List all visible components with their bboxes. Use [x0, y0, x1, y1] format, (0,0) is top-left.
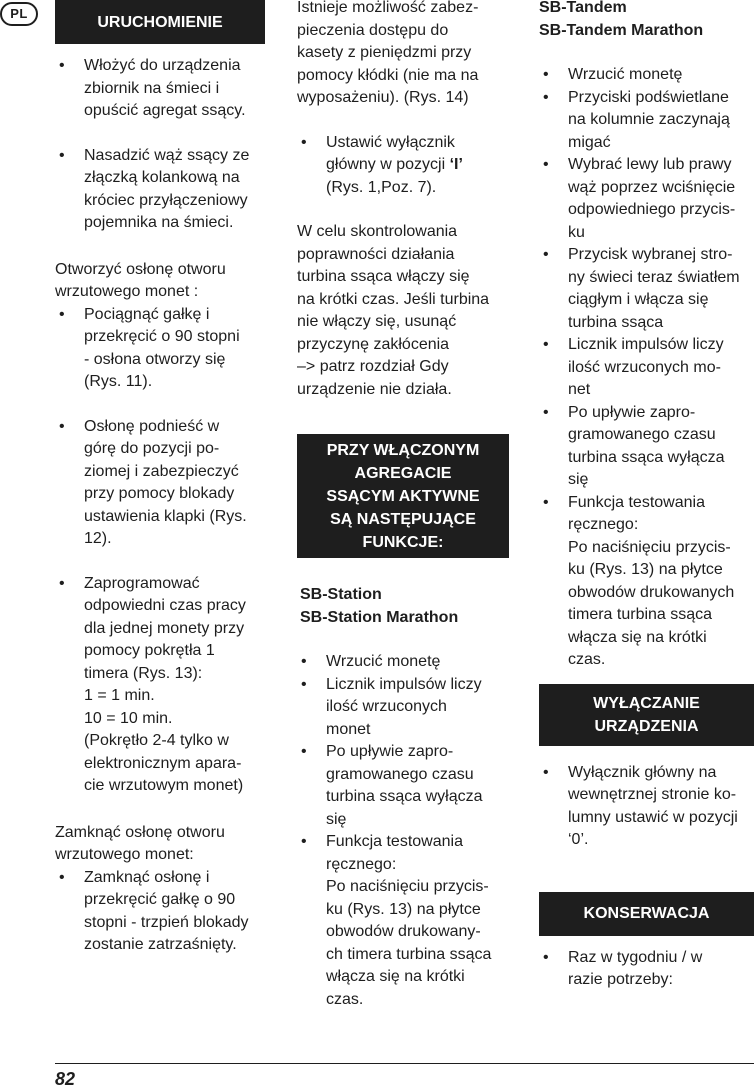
- heading-line: SĄ NASTĘPUJĄCE: [330, 510, 476, 528]
- list-item: • Wrzucić monetę: [539, 64, 754, 87]
- list-item: • Wrzucić monetę: [297, 651, 509, 674]
- model-title: SB-Tandem Marathon: [539, 21, 704, 39]
- station-functions-list: [297, 651, 509, 1011]
- heading-line: FUNKCJE:: [362, 533, 444, 551]
- list-item: • Wyłącznik główny na wewnętrznej stronie ko- lumny ustawić w pozycji ‘0’.: [539, 762, 754, 852]
- list-item: • Licznik impulsów liczy ilość wrzuconych mo- net: [539, 334, 754, 402]
- model-title: SB-Station: [300, 586, 382, 603]
- close-cover-list: [55, 867, 265, 957]
- heading-uruchomienie: [55, 0, 265, 44]
- column-3: [539, 0, 754, 992]
- open-cover-intro: Otworzyć osłonę otworu wrzutowego monet :: [55, 260, 226, 300]
- list-item: • Osłonę podnieść w górę do pozycji po- ziomej i zabezpieczyć przy pomocy blokady ustawienia klapki (Rys. 12).: [55, 416, 265, 551]
- list-item: • Po upływie zapro- gramowanego czasu turbina ssąca wyłącza się: [297, 741, 509, 831]
- list-item: • Funkcja testowania ręcznego: Po naciśnięciu przycis- ku (Rys. 13) na płytce obwodów drukowany- ch timera turbina ssąca włącza się na krótki czas.: [297, 831, 509, 1011]
- heading-active-functions: [297, 434, 509, 558]
- switch-ref: (Rys. 1,Poz. 7).: [326, 178, 437, 196]
- list-item: • Przycisk wybranej stro- ny świeci teraz światłem ciągłym i włącza się turbina ssąca: [539, 244, 754, 334]
- shutdown-list: [539, 762, 754, 852]
- list-item: • Zaprogramować odpowiedni czas pracy dla jednej monety przy pomocy pokrętła 1 timera (Rys. 13): 1 = 1 min. 10 = 10 min. (Pokrętło 2-4 tylko w elektronicznym apara- cie wrzutowym monet): [55, 573, 265, 798]
- heading-line: PRZY WŁĄCZONYM: [326, 441, 480, 459]
- startup-list: [55, 55, 265, 235]
- list-item: • Raz w tygodniu / w razie potrzeby:: [539, 947, 754, 992]
- list-item: • Nasadzić wąż ssący ze złączką kolankową na króciec przyłączeniowy pojemnika na śmieci.: [55, 145, 265, 235]
- heading-maintenance: [539, 892, 754, 936]
- list-item: • Pociągnąć gałkę i przekręcić o 90 stopni - osłona otworzy się (Rys. 11).: [55, 304, 265, 394]
- maintenance-list: [539, 947, 754, 992]
- open-cover-list: [55, 304, 265, 798]
- heading-line: SSĄCYM AKTYWNE: [326, 487, 480, 505]
- list-item: • Funkcja testowania ręcznego: Po naciśnięciu przycis- ku (Rys. 13) na płytce obwodów drukowanych timera turbina ssąca włącza się na krótki czas.: [539, 492, 754, 672]
- model-title: SB-Station Marathon: [300, 608, 459, 626]
- heading-line: URZĄDZENIA: [594, 717, 699, 735]
- heading-text: URUCHOMIENIE: [97, 13, 223, 31]
- list-item: [297, 132, 509, 200]
- list-item: • Przyciski podświetlane na kolumnie zaczynają migać: [539, 87, 754, 155]
- padlock-paragraph: Istnieje możliwość zabez- pieczenia dostępu do kasety z pieniędzmi przy pomocy kłódki (nie ma na wyposażeniu). (Rys. 14): [297, 0, 479, 106]
- language-badge: PL: [0, 2, 38, 26]
- heading-shutdown: [539, 684, 754, 746]
- column-1: [55, 0, 265, 957]
- list-item: • Włożyć do urządzenia zbiornik na śmieci i opuścić agregat ssący.: [55, 55, 265, 123]
- list-item: • Po upływie zapro- gramowanego czasu turbina ssąca wyłącza się: [539, 402, 754, 492]
- switch-position: ‘I’: [449, 156, 463, 173]
- model-title: SB-Tandem: [539, 0, 627, 16]
- heading-text: KONSERWACJA: [583, 905, 710, 922]
- heading-line: WYŁĄCZANIE: [593, 694, 700, 712]
- list-item: • Wybrać lewy lub prawy wąż poprzez wciśnięcie odpowiedniego przycis- ku: [539, 154, 754, 244]
- page-number: 82: [55, 1069, 76, 1089]
- tandem-functions-list: [539, 64, 754, 672]
- footer-rule: [55, 1063, 754, 1064]
- list-item: • Zamknąć osłonę i przekręcić gałkę o 90 stopni - trzpień blokady zostanie zatrzaśnięty.: [55, 867, 265, 957]
- check-paragraph: W celu skontrolowania poprawności działania turbina ssąca włączy się na krótki czas. Jeśli turbina nie włączy się, usunąć przyczynę zakłócenia –> patrz rozdział Gdy urządzenie nie działa.: [297, 223, 490, 398]
- main-switch-list: [297, 132, 509, 200]
- close-cover-intro: Zamknąć osłonę otworu wrzutowego monet:: [55, 823, 225, 863]
- column-2: [297, 0, 509, 1011]
- switch-text: Ustawić wyłącznik główny w pozycji: [326, 133, 455, 173]
- heading-line: AGREGACIE: [354, 464, 452, 482]
- list-item: • Licznik impulsów liczy ilość wrzuconych monet: [297, 674, 509, 742]
